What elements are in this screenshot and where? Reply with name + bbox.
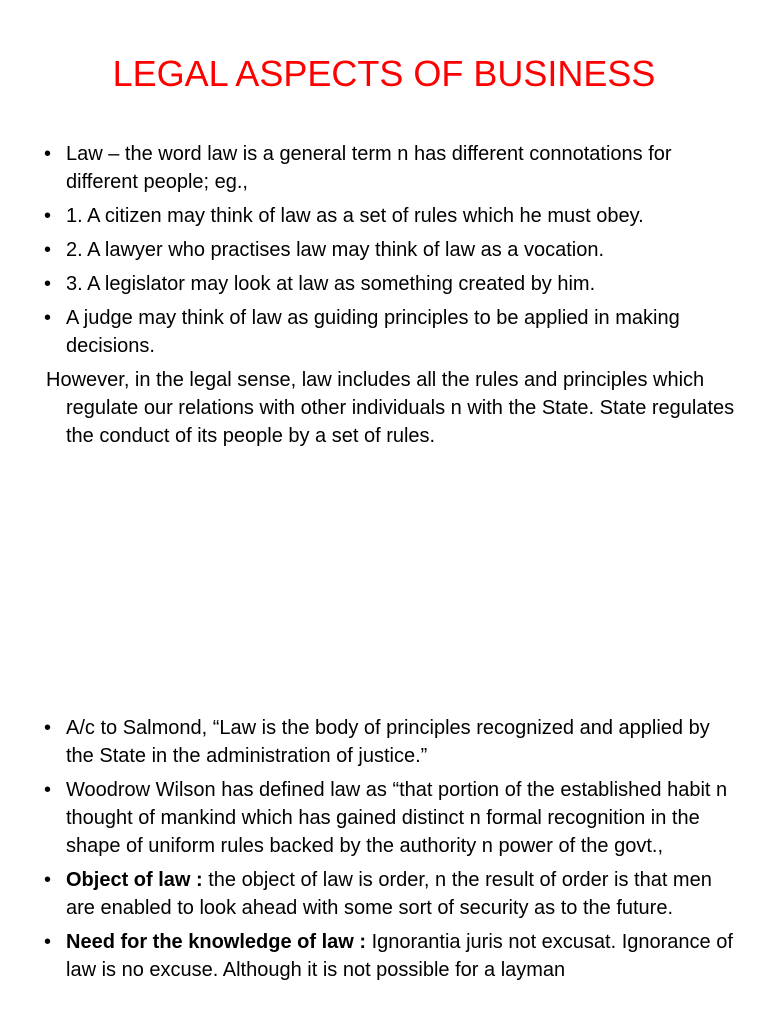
bullet-item: • 1. A citizen may think of law as a set of rules which he must obey. bbox=[0, 202, 768, 230]
bullet-item: • A judge may think of law as guiding principles to be applied in making decisions. bbox=[0, 304, 768, 360]
slide-title: LEGAL ASPECTS OF BUSINESS bbox=[112, 53, 656, 94]
bullet-item-object-of-law bbox=[0, 866, 768, 922]
bullet-item: • 3. A legislator may look at law as something created by him. bbox=[0, 270, 768, 298]
bullet-text: the object of law is order, n the result of order is that men are enabled to look ahead with some sort of security as to the future. bbox=[66, 869, 712, 919]
legal-sense-paragraph: However, in the legal sense, law includes all the rules and principles which regulate our relations with other individuals n with the State. State regulates the conduct of its people by a set of rules. bbox=[46, 369, 735, 447]
bullet-item: • 2. A lawyer who practises law may think of law as a vocation. bbox=[0, 236, 768, 264]
bullet-item: • Law – the word law is a general term n has different connotations for different people; eg., bbox=[0, 140, 768, 196]
bullet-item: • A/c to Salmond, “Law is the body of principles recognized and applied by the State in the administration of justice.” bbox=[0, 714, 768, 770]
slide-2-bullet-list bbox=[0, 714, 768, 990]
bullet-item-need-for-knowledge bbox=[0, 928, 768, 984]
bold-term: Object of law : bbox=[66, 869, 203, 891]
bullet-item: • Woodrow Wilson has defined law as “that portion of the established habit n thought of mankind which has gained distinct n formal recognition in the shape of uniform rules backed by the authority n power of the govt., bbox=[0, 776, 768, 860]
bullet-text: Ignorantia juris not excusat. Ignorance of law is no excuse. Although it is not possible for a layman bbox=[66, 931, 733, 981]
slide-2 bbox=[0, 690, 768, 1024]
bold-term: Need for the knowledge of law : bbox=[66, 931, 367, 953]
slide-1-bullet-list bbox=[0, 140, 768, 456]
